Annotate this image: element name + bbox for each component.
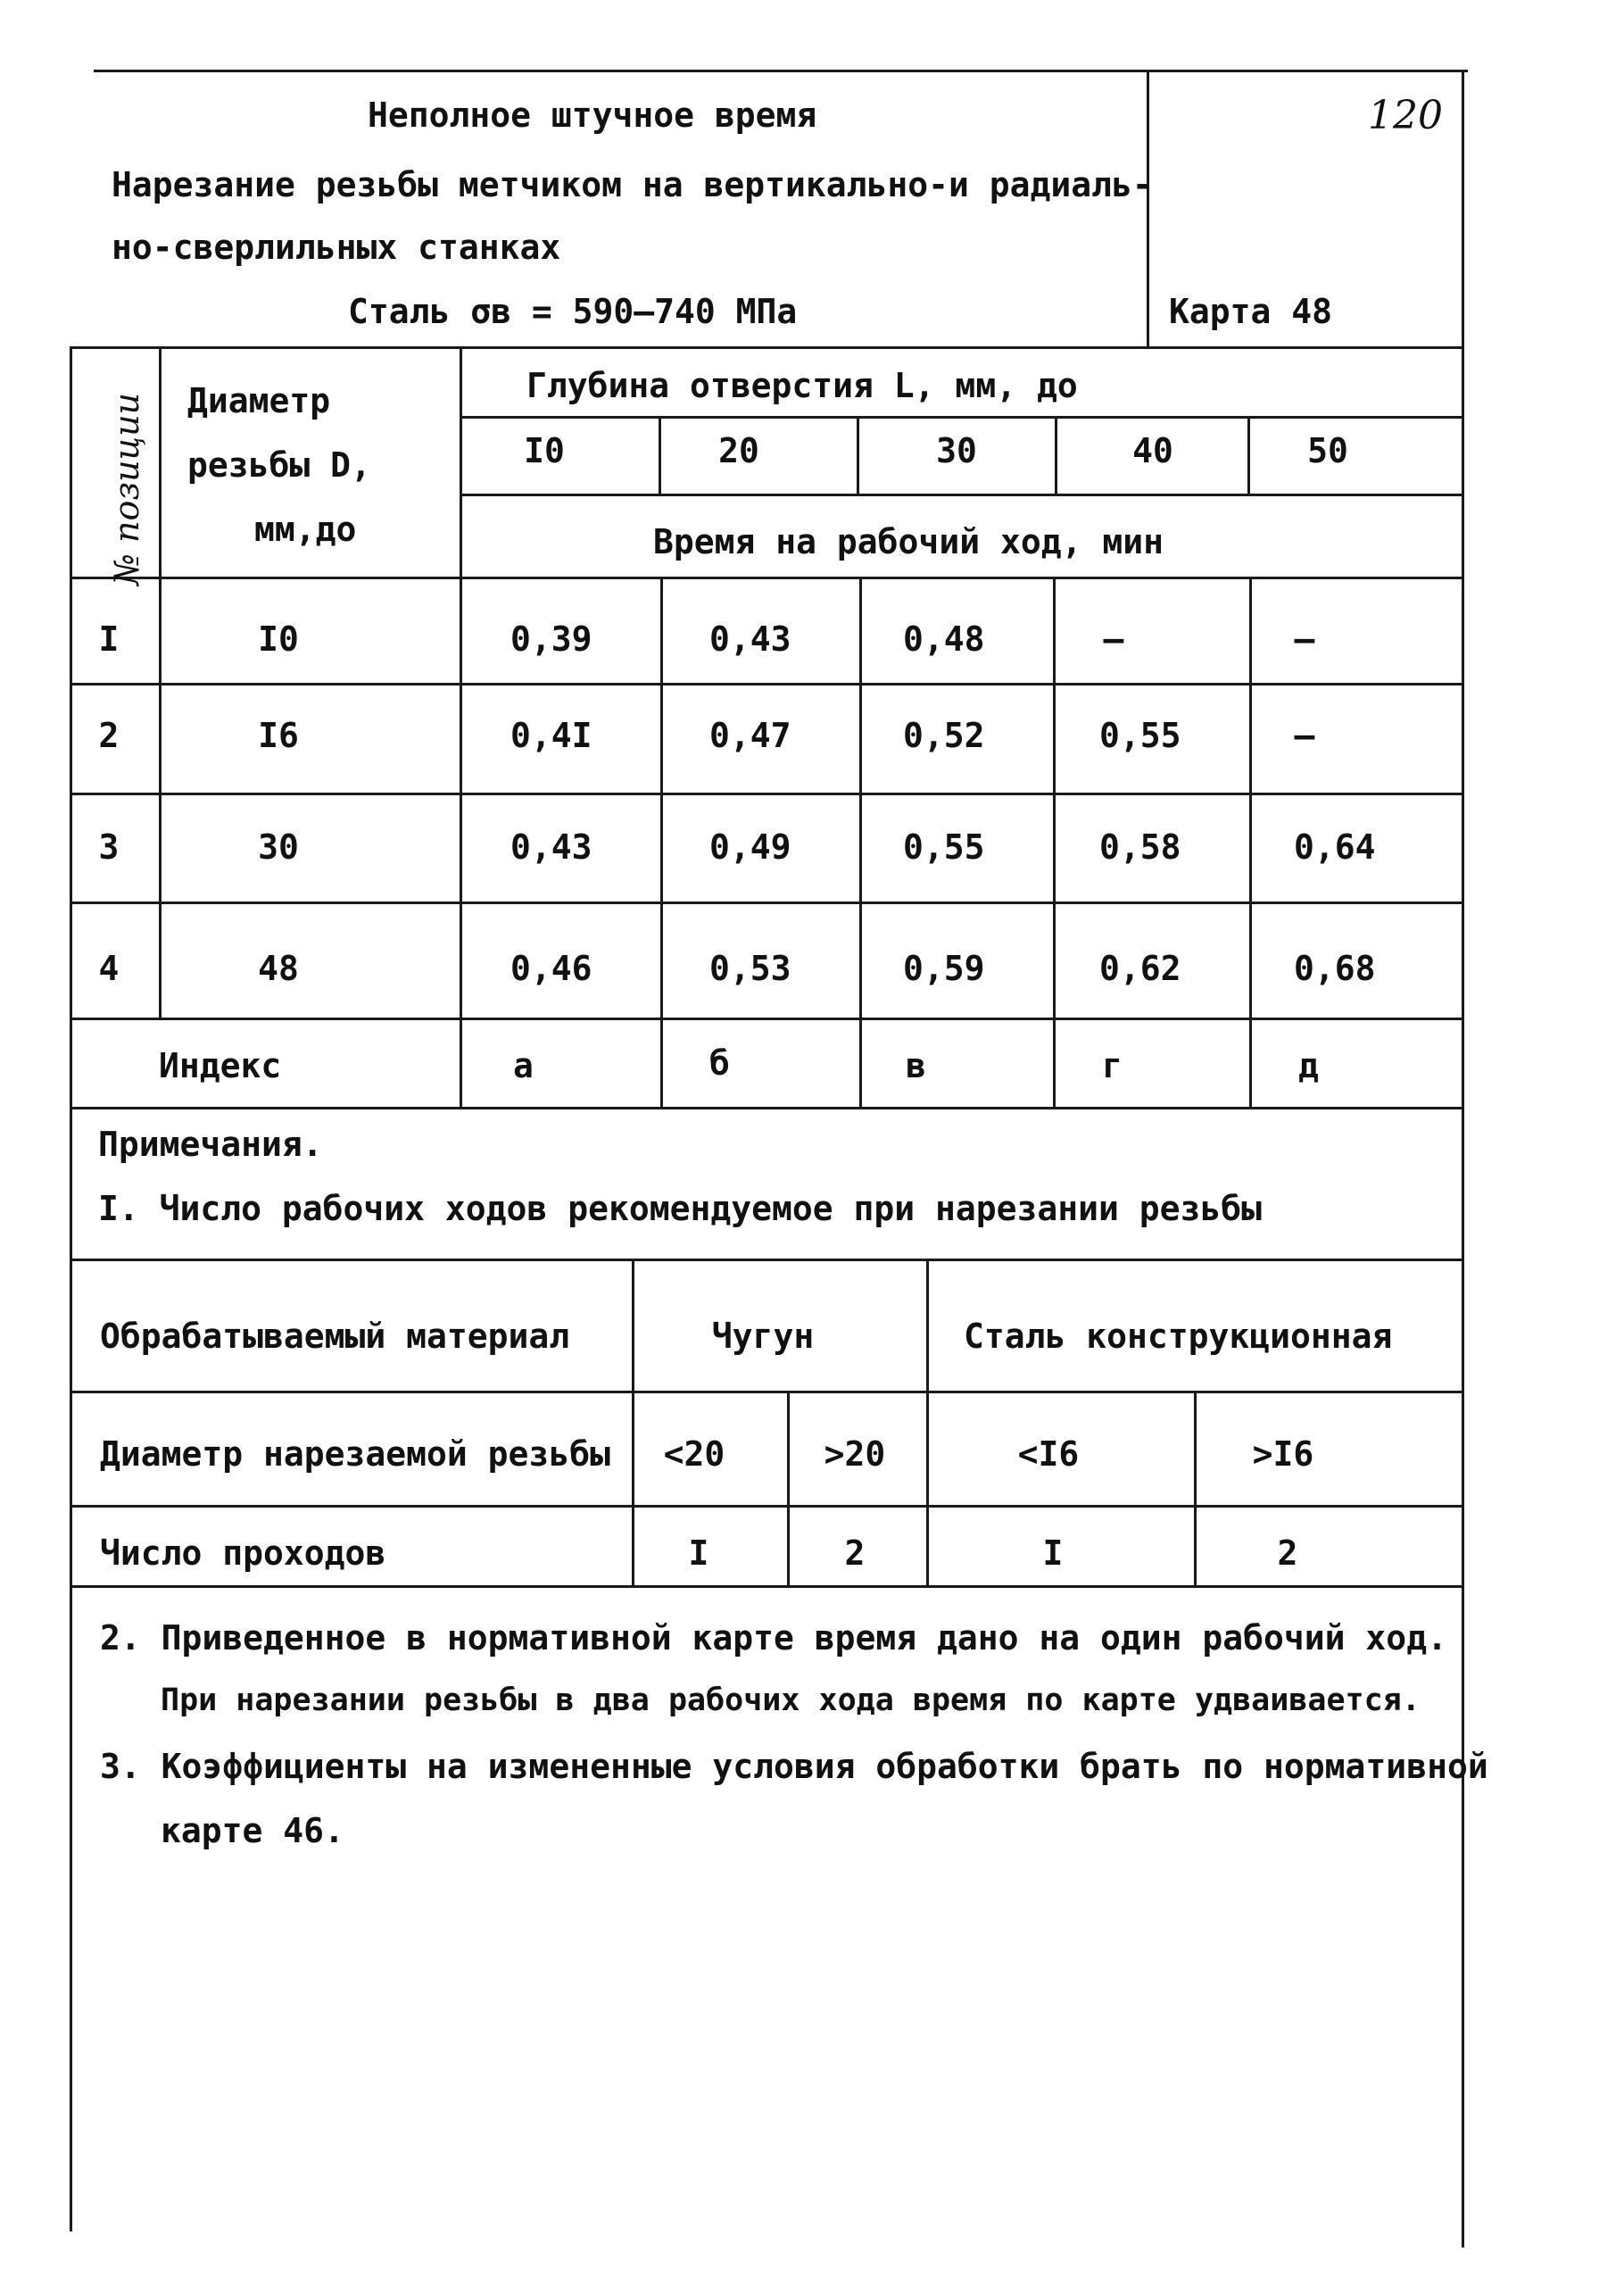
index-e: д [1298,1046,1319,1085]
t1-col-c2 [1053,578,1056,1109]
diam-cast-gt: >20 [824,1434,886,1474]
header-line3: но-сверлильных станках [112,228,561,267]
t2-top [70,1259,1464,1261]
notes-title: Примечания. [98,1125,323,1164]
row3-val-b: 0,49 [709,827,791,867]
t1-row-time [460,494,1464,496]
card-label: Карта 48 [1169,292,1333,331]
t1-row-head [70,577,1464,579]
cast-iron-header: Чугун [711,1317,815,1356]
header-line2: Нарезание резьбы метчиком на вертикально-и радиаль- [112,165,1153,204]
t1-row-1 [70,683,1464,686]
row4-val-b: 0,53 [709,949,791,988]
t1-col-b2 [859,578,862,1109]
diameter-header-line2: резьбы D, [187,445,371,485]
t1-col-c [1055,418,1057,494]
row2-pos: 2 [98,716,120,755]
diameter-header-line1: Диаметр [187,381,331,420]
time-header: Время на рабочий ход, мин [653,522,1164,561]
note-3-line1: 3. Коэффициенты на измененные условия обработки брать по нормативной [100,1747,1488,1786]
row4-val-e: 0,68 [1294,949,1376,988]
diam-steel-lt: <I6 [1017,1434,1080,1474]
t2-col-sub2 [1194,1391,1197,1587]
note-2-line1: 2. Приведенное в нормативной карте время дано на один рабочий ход. [100,1618,1447,1658]
t2-col-1 [632,1259,634,1587]
passes-label: Число проходов [100,1533,386,1573]
row2-val-e: – [1294,716,1315,755]
row3-val-a: 0,43 [510,827,592,867]
t2-row-material [70,1391,1464,1393]
note-1: I. Число рабочих ходов рекомендуемое при нарезании резьбы [98,1189,1263,1228]
t2-row-diameter [70,1505,1464,1508]
row3-val-d: 0,58 [1099,827,1181,867]
depth-header: Глубина отверстия L, мм, до [526,366,1078,405]
diam-steel-gt: >I6 [1252,1434,1314,1474]
depth-col-a: I0 [524,431,565,470]
diameter-label: Диаметр нарезаемой резьбы [100,1434,610,1474]
row2-val-a: 0,4I [510,716,592,755]
t1-row-depth [460,416,1464,419]
index-b: б [709,1043,730,1083]
row3-val-e: 0,64 [1294,827,1376,867]
passes-steel-gt: 2 [1277,1533,1298,1573]
header-divider [1147,70,1149,348]
passes-steel-lt: I [1042,1533,1064,1573]
t2-col-sub1 [787,1391,790,1587]
index-a: а [513,1046,534,1085]
t1-col-a [659,418,661,494]
depth-col-c: 30 [936,431,977,470]
passes-cast-gt: 2 [844,1533,866,1573]
t1-row-4 [70,1018,1464,1020]
row2-val-c: 0,52 [903,716,985,755]
row2-diam: I6 [258,716,299,755]
row4-val-a: 0,46 [510,949,592,988]
steel-header: Сталь конструкционная [964,1317,1393,1356]
t1-row-index [70,1107,1464,1109]
row4-diam: 48 [258,949,299,988]
index-label: Индекс [159,1046,282,1085]
page-number: 120 [1368,93,1443,138]
row3-pos: 3 [98,827,120,867]
row1-val-a: 0,39 [510,619,592,659]
diam-cast-lt: <20 [663,1434,725,1474]
row4-val-c: 0,59 [903,949,985,988]
t1-row-3 [70,902,1464,904]
t1-col-b [857,418,859,494]
t2-col-2 [926,1259,929,1587]
header-bottom-line [70,346,1464,349]
row1-val-e: – [1294,619,1315,659]
index-c: в [906,1046,926,1085]
frame-left-line [70,348,72,2231]
depth-col-e: 50 [1307,431,1348,470]
t1-col-d2 [1249,578,1252,1109]
row3-val-c: 0,55 [903,827,985,867]
row2-val-b: 0,47 [709,716,791,755]
row1-diam: I0 [258,619,299,659]
frame-top-line [94,70,1468,72]
row1-val-b: 0,43 [709,619,791,659]
t1-row-2 [70,793,1464,795]
row2-val-d: 0,55 [1099,716,1181,755]
depth-col-b: 20 [718,431,759,470]
row1-val-c: 0,48 [903,619,985,659]
row1-pos: I [98,619,120,659]
material-label: Обрабатываемый материал [100,1317,570,1356]
row4-pos: 4 [98,949,120,988]
position-number-header: № позиции [107,392,146,586]
row4-val-d: 0,62 [1099,949,1181,988]
t2-bottom [70,1585,1464,1588]
note-2-line2: При нарезании резьбы в два рабочих хода время по карте удваивается. [161,1683,1421,1718]
index-d: г [1102,1046,1123,1085]
diameter-header-line3: мм,до [254,510,357,549]
t1-col-diam [460,348,462,1109]
row1-val-d: – [1103,619,1124,659]
depth-col-d: 40 [1132,431,1173,470]
passes-cast-lt: I [688,1533,709,1573]
header-line4: Сталь σв = 590–740 МПа [348,292,798,331]
row3-diam: 30 [258,827,299,867]
header-line1: Неполное штучное время [368,96,817,135]
note-3-line2: карте 46. [161,1811,344,1850]
frame-right-line [1462,70,1464,2248]
t1-col-d [1247,418,1250,494]
t1-col-a2 [660,578,663,1109]
